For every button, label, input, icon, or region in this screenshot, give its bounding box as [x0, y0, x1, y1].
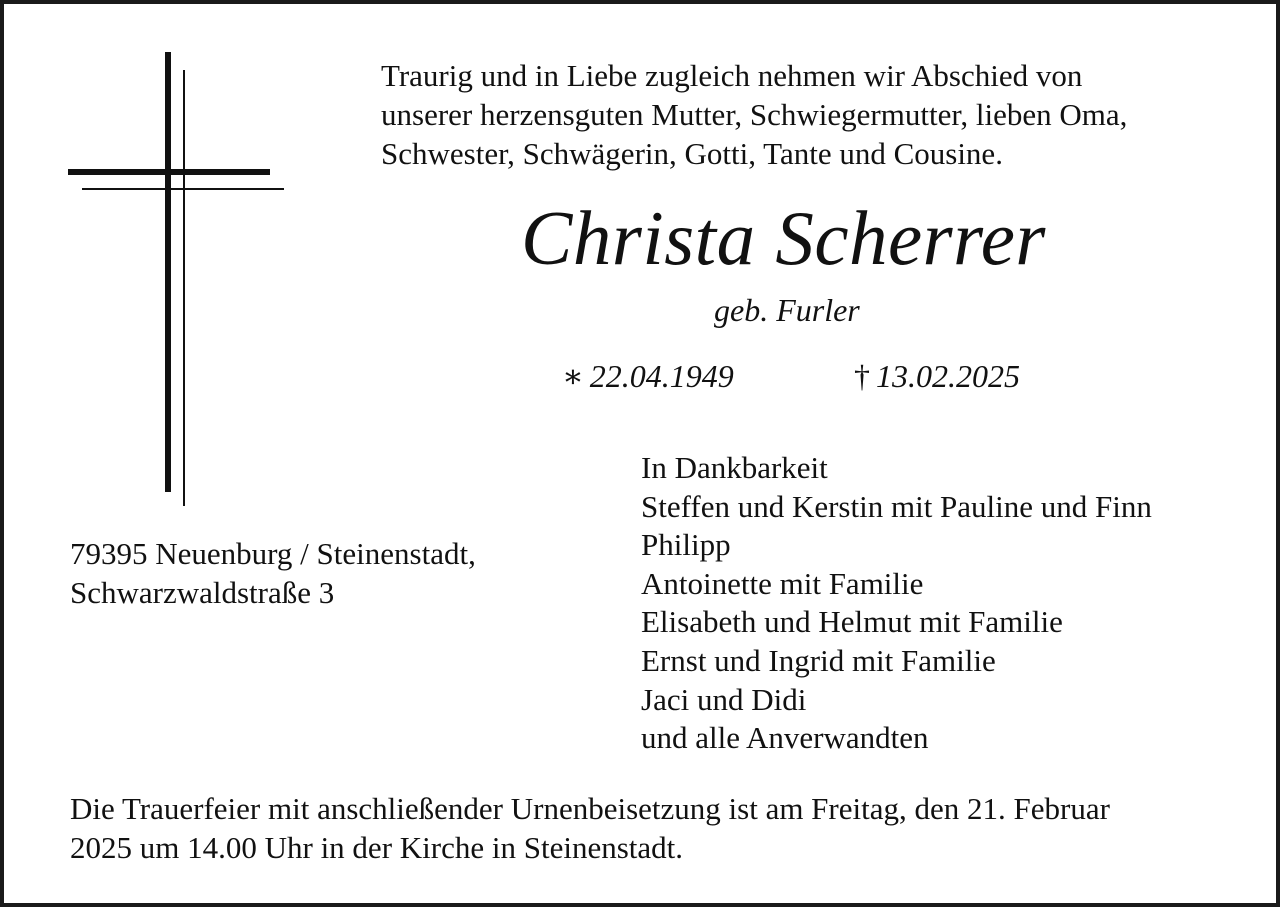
- intro-line: unserer herzensguten Mutter, Schwiegermutter, lieben Oma,: [381, 97, 1128, 132]
- ceremony-info: [70, 789, 1110, 867]
- mourner-line: Philipp: [641, 527, 731, 563]
- cross-icon-graphic: [64, 50, 294, 510]
- cross-horizontal-line: [82, 188, 284, 190]
- ceremony-line: 2025 um 14.00 Uhr in der Kirche in Steinenstadt.: [70, 830, 684, 865]
- ceremony-line: Die Trauerfeier mit anschließender Urnenbeisetzung ist am Freitag, den 21. Februar: [70, 791, 1110, 826]
- mourner-line: Ernst und Ingrid mit Familie: [641, 642, 996, 678]
- cross-vertical-line: [183, 70, 185, 506]
- intro-line: Schwester, Schwägerin, Gotti, Tante und Cousine.: [381, 136, 1003, 171]
- address-line: 79395 Neuenburg / Steinenstadt,: [70, 536, 476, 571]
- cross-icon: [64, 50, 294, 510]
- deceased-name: Christa Scherrer: [521, 195, 1046, 281]
- death-date-block: [854, 356, 1020, 396]
- mourner-line: Elisabeth und Helmut mit Familie: [641, 604, 1063, 640]
- cross-vertical-bar: [165, 52, 171, 492]
- birth-symbol: ∗: [562, 358, 584, 394]
- mourner-line: Antoinette mit Familie: [641, 565, 924, 601]
- mourner-line: Jaci und Didi: [641, 681, 807, 717]
- cross-horizontal-bar: [68, 169, 270, 175]
- birth-date: 22.04.1949: [589, 358, 734, 394]
- maiden-name: geb. Furler: [714, 292, 860, 328]
- death-date: 13.02.2025: [876, 358, 1020, 394]
- mourner-line: Steffen und Kerstin mit Pauline und Finn: [641, 488, 1152, 524]
- intro-line: Traurig und in Liebe zugleich nehmen wir Abschied von: [381, 58, 1083, 93]
- address: [70, 534, 476, 612]
- birth-date-block: [562, 356, 734, 396]
- mourner-line: und alle Anverwandten: [641, 720, 929, 756]
- intro-text: [381, 56, 1127, 173]
- address-line: Schwarzwaldstraße 3: [70, 575, 335, 610]
- mourners-list: [641, 449, 1152, 758]
- death-symbol: †: [854, 358, 870, 394]
- mourner-line: In Dankbarkeit: [641, 450, 828, 485]
